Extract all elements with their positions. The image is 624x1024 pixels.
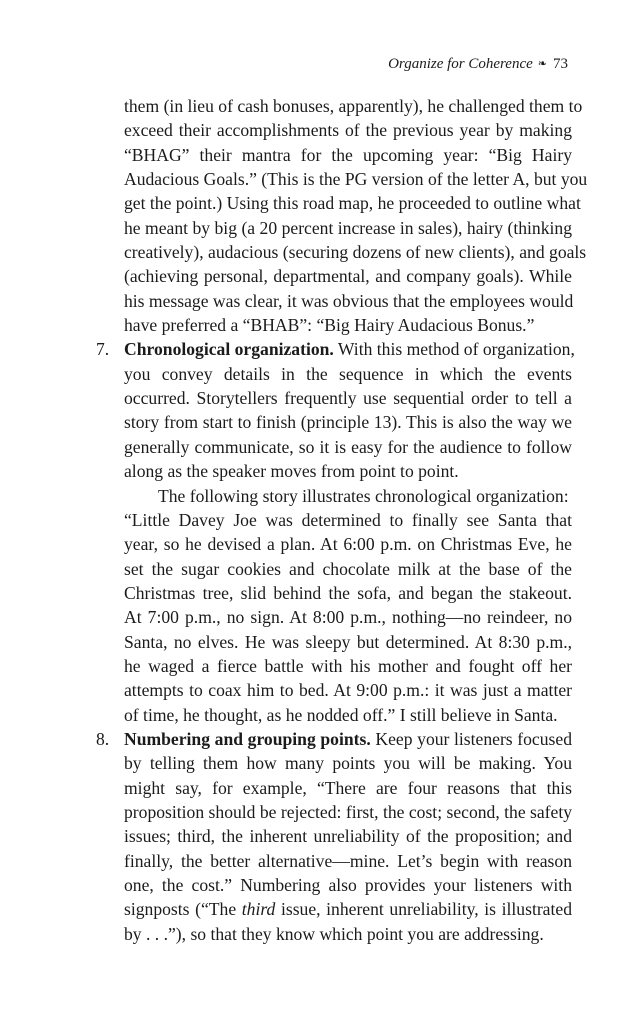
- list-item-heading: Numbering and grouping points.: [124, 728, 371, 749]
- list-item-text: Keep your listeners focused: [370, 728, 572, 749]
- text-line: Christmas tree, slid behind the sofa, and began the stakeout.: [124, 582, 572, 603]
- list-item-heading: Chronological organization.: [124, 339, 334, 360]
- text-line: year, so he devised a plan. At 6:00 p.m. on Christmas Eve, he: [124, 534, 572, 555]
- text-line: finally, the better alternative—mine. Let’s begin with reason: [124, 850, 572, 871]
- text-line: get the point.) Using this road map, he proceeded to outline what: [124, 193, 581, 214]
- page-number: 73: [553, 56, 568, 72]
- text-line: Santa, no elves. He was sleepy but determined. At 8:30 p.m.,: [124, 631, 572, 652]
- text-line: them (in lieu of cash bonuses, apparently), he challenged them to: [124, 96, 583, 116]
- text-line: [124, 897, 572, 921]
- text-line: At 7:00 p.m., no sign. At 8:00 p.m., nothing—no reindeer, no: [124, 607, 572, 628]
- text-line: exceed their accomplishments of the previous year by making: [124, 120, 572, 141]
- text-line: have preferred a “BHAB”: “Big Hairy Audacious Bonus.”: [124, 315, 535, 336]
- text-line: you convey details in the sequence in which the events: [124, 363, 572, 384]
- list-item-8-heading-line: [96, 727, 572, 751]
- text-line: set the sugar cookies and chocolate milk at the base of the: [124, 558, 572, 579]
- text-line: along as the speaker moves from point to point.: [124, 461, 459, 482]
- text-line: he meant by big (a 20 percent increase in sales), hairy (thinking: [124, 217, 572, 238]
- text-run: signposts (“The: [124, 899, 242, 920]
- text-line: (achieving personal, departmental, and company goals). While: [124, 266, 572, 287]
- text-line: attempts to coax him to bed. At 9:00 p.m.: it was just a matter: [124, 680, 572, 701]
- list-number: 8.: [96, 728, 110, 749]
- text-line: “BHAG” their mantra for the upcoming year: “Big Hairy: [124, 144, 572, 165]
- fleuron-icon: ❧: [537, 58, 547, 70]
- list-number: 7.: [96, 339, 110, 360]
- text-line: issues; third, the inherent unreliability of the proposition; and: [124, 826, 572, 847]
- text-line: his message was clear, it was obvious that the employees would: [124, 290, 574, 311]
- text-line: Audacious Goals.” (This is the PG version of the letter A, but you: [124, 169, 588, 190]
- text-run: issue, inherent unreliability, is illustrated: [275, 899, 572, 920]
- text-line: The following story illustrates chronological organization:: [158, 485, 569, 506]
- text-line: by . . .”), so that they know which point you are addressing.: [124, 923, 544, 944]
- text-line: generally communicate, so it is easy for the audience to follow: [124, 436, 572, 457]
- text-line: of time, he thought, as he nodded off.” I still believe in Santa.: [124, 704, 558, 725]
- text-line: by telling them how many points you will be making. You: [124, 753, 572, 774]
- text-line: occurred. Storytellers frequently use sequential order to tell a: [124, 388, 572, 409]
- running-title: Organize for Coherence: [388, 56, 533, 72]
- emphasis: third: [241, 899, 276, 920]
- text-line: proposition should be rejected: first, the cost; second, the safety: [124, 801, 573, 822]
- text-line: story from start to finish (principle 13). This is also the way we: [124, 412, 572, 433]
- running-head: [388, 54, 568, 74]
- text-line: one, the cost.” Numbering also provides your listeners with: [124, 875, 572, 895]
- text-line: creatively), audacious (securing dozens of new clients), and goals: [124, 242, 587, 263]
- body-text: [96, 94, 588, 946]
- text-line: “Little Davey Joe was determined to finally see Santa that: [124, 509, 572, 530]
- list-item-7-heading-line: [96, 337, 575, 361]
- text-line: he waged a fierce battle with his mother and fought off her: [124, 655, 572, 676]
- text-line: might say, for example, “There are four reasons that this: [124, 777, 572, 798]
- list-item-text: With this method of organization,: [333, 339, 575, 360]
